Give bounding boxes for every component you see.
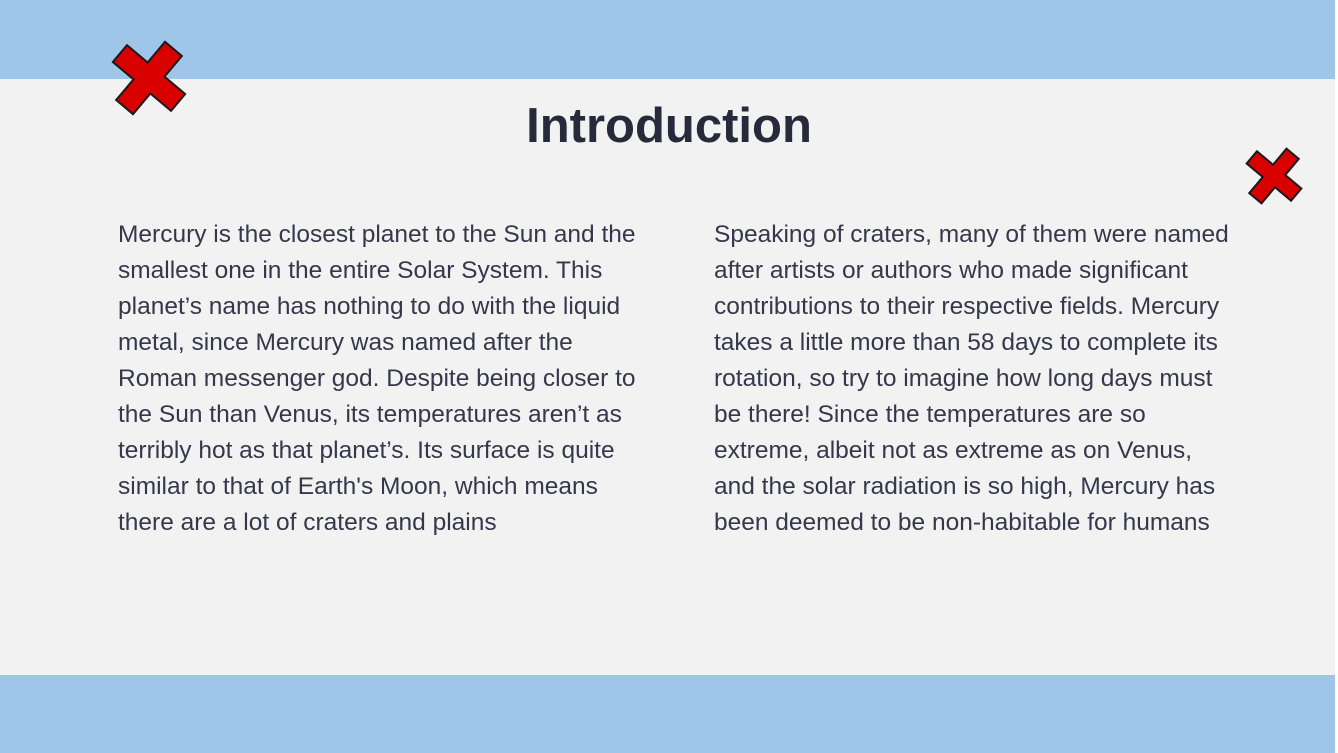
right-paragraph: Speaking of craters, many of them were named after artists or authors who made significant contributions to their respective fields. Mercury takes a little more than 58 days to complete its rotation, so try to imagine how long days must be there! Since the temperatures are so extreme, albeit not as extreme as on Venus, and the solar radiation is so high, Mercury has been deemed to be non-habitable for humans: [714, 221, 1229, 536]
bottom-band: [0, 675, 1338, 753]
left-paragraph: Mercury is the closest planet to the Sun and the smallest one in the entire Solar System. This planet’s name has nothing to do with the liquid metal, since Mercury was named after the Roman messenger god. Despite being closer to the Sun than Venus, its temperatures aren’t as terribly hot as that planet’s. Its surface is quite similar to that of Earth's Moon, which means there are a lot of craters and plains: [118, 221, 636, 536]
slide-title: Introduction: [526, 99, 812, 153]
top-band: [0, 0, 1338, 79]
